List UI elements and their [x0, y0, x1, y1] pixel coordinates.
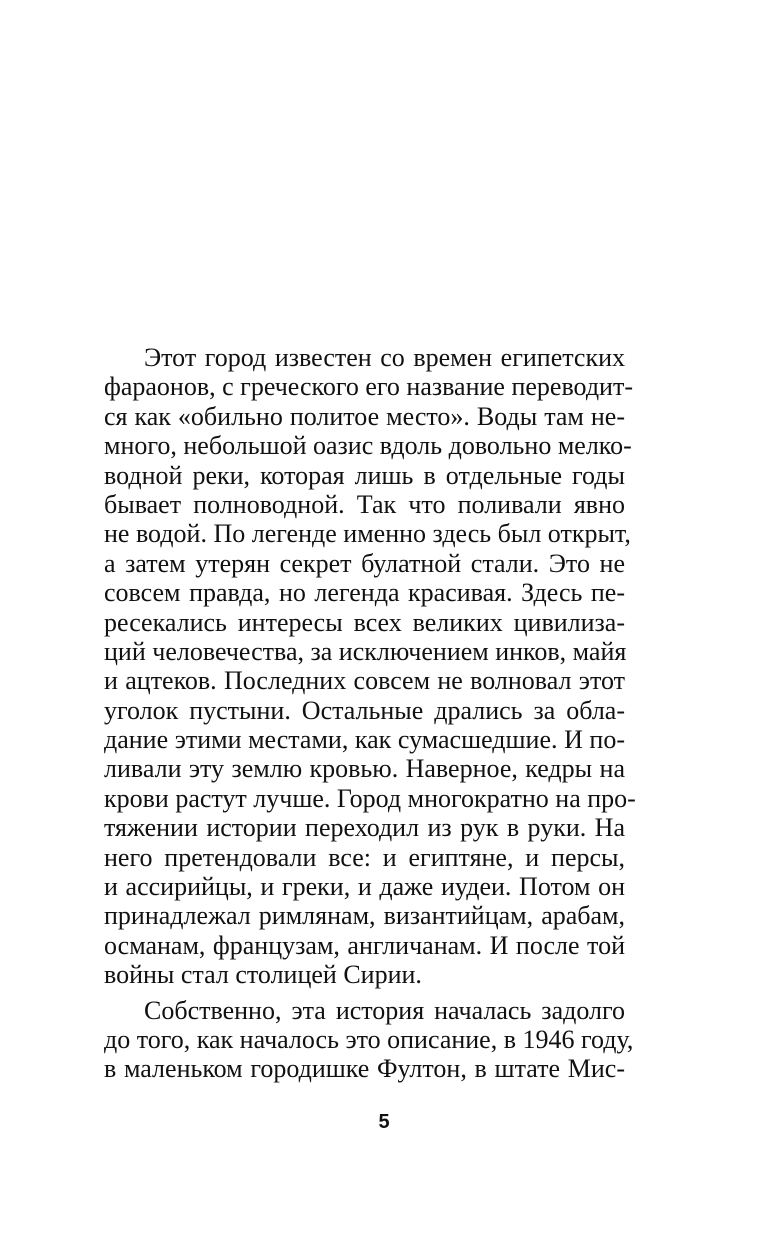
text-line: ся как «обильно политое место». Воды там не-: [104, 401, 625, 431]
paragraph: [104, 995, 634, 1084]
text-line: ций человечества, за исключением инков, майя: [104, 636, 627, 666]
body-text: [104, 343, 636, 1084]
text-line: крови растут лучше. Город многократно на про-: [104, 783, 636, 813]
text-line: тяжении истории переходил из рук в руки. На: [104, 813, 625, 843]
text-line: до того, как началось это описание, в 1946 году,: [104, 1024, 634, 1054]
text-line: Этот город известен со времен египетских: [144, 343, 625, 372]
text-line: в маленьком городишке Фултон, в штате Мис-: [104, 1054, 625, 1084]
text-line: ресекались интересы всех великих цивилиза-: [104, 607, 625, 637]
text-line: принадлежал римлянам, византийцам, арабам,: [104, 901, 625, 931]
text-line: а затем утерян секрет булатной стали. Это не: [104, 548, 625, 578]
text-line: него претендовали все: и египтяне, и персы,: [104, 842, 625, 872]
text-line: Собственно, эта история началась задолго: [144, 995, 625, 1025]
text-line: и ассирийцы, и греки, и даже иудеи. Потом он: [104, 872, 625, 902]
text-line: ливали эту землю кровью. Наверное, кедры на: [104, 754, 625, 784]
text-line: не водой. По легенде именно здесь был открыт,: [104, 519, 631, 549]
text-line: много, небольшой оазис вдоль довольно мелко-: [104, 431, 632, 461]
page-number: 5: [378, 1111, 390, 1133]
text-line: османам, французам, англичанам. И после той: [104, 930, 625, 960]
text-line: водной реки, которая лишь в отдельные годы: [104, 460, 625, 490]
text-line: бывает полноводной. Так что поливали явно: [104, 489, 625, 519]
text-line: фараонов, с греческого его название переводит-: [104, 372, 633, 402]
paragraph: [104, 343, 636, 990]
text-line: войны стал столицей Сирии.: [104, 960, 422, 990]
text-line: дание этими местами, как сумасшедшие. И по-: [104, 725, 625, 755]
text-line: и ацтеков. Последних совсем не волновал этот: [104, 666, 625, 696]
text-line: уголок пустыни. Остальные дрались за обла-: [104, 695, 625, 725]
text-line: совсем правда, но легенда красивая. Здесь пе-: [104, 578, 625, 608]
